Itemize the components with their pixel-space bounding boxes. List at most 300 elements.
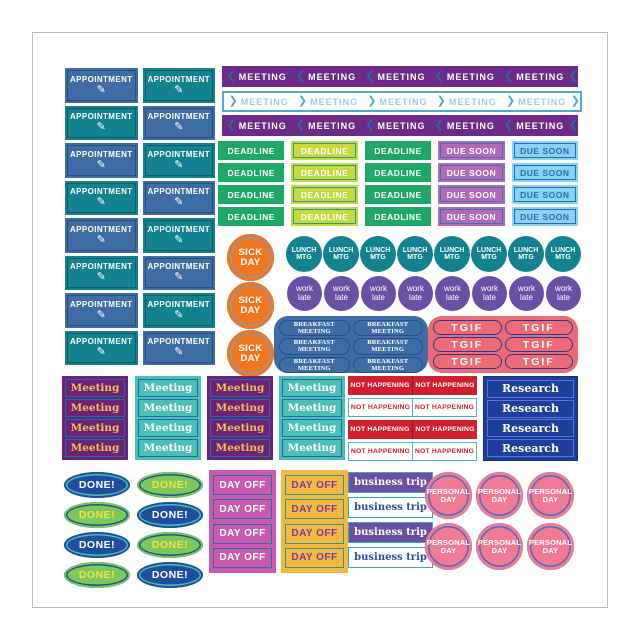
personal-day-line1: PERSONAL xyxy=(477,537,522,547)
pencil-icon: ✎ xyxy=(96,158,106,171)
breakfast-meeting-sticker xyxy=(279,338,350,354)
tgif-label: TGIF xyxy=(451,338,484,351)
not-happening-sticker: NOT HAPPENING xyxy=(350,382,410,389)
breakfast-meeting-line1: BREAKFAST xyxy=(293,357,335,365)
day-off-sticker xyxy=(213,548,272,568)
meeting-sticker xyxy=(138,419,198,437)
day-off-sticker xyxy=(213,475,272,495)
work-late-row xyxy=(287,276,581,311)
work-late-line1: work xyxy=(333,284,350,294)
deadline-label: DEADLINE xyxy=(300,211,349,222)
business-trip-label: business trip xyxy=(354,527,427,538)
appointment-label: APPOINTMENT xyxy=(147,112,211,122)
work-late-sticker xyxy=(546,276,581,311)
breakfast-meeting-line2: MEETING xyxy=(371,364,405,372)
business-trip-sticker xyxy=(348,547,433,568)
meeting-sticker xyxy=(282,439,342,457)
breakfast-meeting-line2: MEETING xyxy=(297,328,331,336)
tgif-sticker xyxy=(433,354,502,369)
due-soon-label: DUE SOON xyxy=(520,211,570,222)
appointment-sticker xyxy=(65,106,138,141)
work-late-line2: late xyxy=(335,292,348,302)
day-off-label: DAY OFF xyxy=(219,479,266,491)
done-grid xyxy=(64,472,203,588)
meeting-banner-segment xyxy=(222,120,291,131)
meeting-banner-segment xyxy=(363,96,432,107)
chevron-left-icon: ❮ xyxy=(504,70,514,82)
lunch-mtg-line1: LUNCH xyxy=(291,246,317,254)
research-label: Research xyxy=(502,421,559,435)
personal-day-line2: DAY xyxy=(542,545,559,555)
chevron-left-icon: ❮ xyxy=(365,119,375,131)
due-soon-sticker xyxy=(438,207,504,226)
work-late-sticker xyxy=(398,276,433,311)
sick-day-line1: SICK xyxy=(238,246,263,258)
meeting-banner-label: MEETING xyxy=(518,96,567,107)
sick-day-line1: SICK xyxy=(238,294,263,306)
meeting-banner-label: MEETING xyxy=(377,71,426,82)
done-sticker xyxy=(64,472,130,498)
breakfast-meeting-sticker xyxy=(353,320,424,336)
pencil-icon: ✎ xyxy=(174,121,184,134)
meeting-banner-label: MEETING xyxy=(310,96,359,107)
deadline-sticker xyxy=(291,163,357,182)
pencil-icon: ✎ xyxy=(174,346,184,359)
personal-day-sticker xyxy=(476,523,523,570)
breakfast-meeting-line1: BREAKFAST xyxy=(367,357,409,365)
done-sticker xyxy=(64,562,130,588)
tgif-label: TGIF xyxy=(522,338,555,351)
lunch-mtg-sticker xyxy=(286,236,322,272)
done-sticker xyxy=(64,532,130,558)
sick-day-sticker xyxy=(227,282,274,329)
pencil-icon: ✎ xyxy=(174,196,184,209)
tgif-sticker xyxy=(505,354,574,369)
deadline-sticker xyxy=(291,185,357,204)
meeting-label: Meeting xyxy=(215,422,265,434)
deadline-sticker xyxy=(218,207,284,226)
meeting-banner-outline xyxy=(222,91,582,112)
breakfast-meeting-line2: MEETING xyxy=(297,346,331,354)
work-late-sticker xyxy=(472,276,507,311)
research-sticker xyxy=(487,380,574,398)
meeting-banner-segment xyxy=(291,120,360,131)
deadline-label: DEADLINE xyxy=(374,167,422,178)
deadline-sticker xyxy=(291,207,357,226)
day-off-column-orange xyxy=(281,470,348,573)
work-late-sticker xyxy=(287,276,322,311)
appointment-sticker xyxy=(143,256,216,291)
meeting-column-purple-1 xyxy=(62,376,128,460)
lunch-mtg-sticker xyxy=(508,236,544,272)
personal-day-line1: PERSONAL xyxy=(426,486,471,496)
deadline-label: DEADLINE xyxy=(300,145,349,156)
deadline-label: DEADLINE xyxy=(227,189,275,200)
lunch-mtg-line1: LUNCH xyxy=(328,246,354,254)
personal-day-sticker xyxy=(425,472,472,519)
breakfast-meeting-line1: BREAKFAST xyxy=(293,321,335,328)
deadline-label: DEADLINE xyxy=(227,167,275,178)
meeting-sticker xyxy=(210,439,270,457)
pencil-icon: ✎ xyxy=(96,233,106,246)
appointment-label: APPOINTMENT xyxy=(69,187,133,197)
appointment-label: APPOINTMENT xyxy=(147,224,211,234)
meeting-banner-segment xyxy=(361,120,430,131)
not-happening-sticker: NOT HAPPENING xyxy=(412,376,477,395)
deadline-sticker xyxy=(365,163,431,182)
appointment-label: APPOINTMENT xyxy=(147,149,211,159)
tgif-label: TGIF xyxy=(522,355,555,368)
done-label: DONE! xyxy=(151,479,189,491)
meeting-sticker xyxy=(65,419,125,437)
meeting-label: Meeting xyxy=(215,382,265,394)
business-trip-label: business trip xyxy=(354,552,427,563)
work-late-line2: late xyxy=(483,292,496,302)
meeting-banner-segment xyxy=(293,96,362,107)
not-happening-block xyxy=(348,376,477,461)
done-label: DONE! xyxy=(78,509,116,521)
research-sticker xyxy=(487,400,574,418)
personal-day-sticker xyxy=(425,523,472,570)
lunch-mtg-line2: MTG xyxy=(407,254,423,261)
breakfast-meeting-line1: BREAKFAST xyxy=(367,321,409,328)
work-late-line1: work xyxy=(296,284,313,294)
meeting-label: Meeting xyxy=(70,382,120,394)
chevron-left-icon: ❮ xyxy=(295,70,306,82)
day-off-sticker xyxy=(285,524,344,544)
personal-day-line2: DAY xyxy=(440,494,457,504)
breakfast-meeting-sticker xyxy=(353,338,424,354)
appointment-label: APPOINTMENT xyxy=(147,187,211,197)
pencil-icon: ✎ xyxy=(96,271,106,284)
not-happening-sticker: NOT HAPPENING xyxy=(412,443,476,460)
appointment-sticker xyxy=(65,181,138,216)
lunch-mtg-line2: MTG xyxy=(481,254,497,261)
sick-day-sticker xyxy=(227,234,274,281)
not-happening-sticker: NOT HAPPENING xyxy=(350,426,410,433)
deadline-sticker xyxy=(218,163,284,182)
appointment-sticker xyxy=(143,293,216,328)
lunch-mtg-line1: LUNCH xyxy=(513,246,539,254)
meeting-banner-label: MEETING xyxy=(240,96,289,107)
sick-day-column xyxy=(227,234,274,377)
chevron-left-icon: ❮ xyxy=(568,119,578,131)
meeting-sticker xyxy=(282,399,342,417)
day-off-label: DAY OFF xyxy=(219,528,266,540)
deadline-label: DEADLINE xyxy=(227,211,275,222)
done-sticker xyxy=(137,562,203,588)
lunch-mtg-line2: MTG xyxy=(555,254,571,261)
meeting-banner-label: MEETING xyxy=(379,96,428,107)
personal-day-line2: DAY xyxy=(491,545,508,555)
lunch-mtg-line2: MTG xyxy=(444,254,460,261)
chevron-left-icon: ❮ xyxy=(568,70,578,82)
work-late-line1: work xyxy=(407,284,424,294)
lunch-mtg-line2: MTG xyxy=(296,254,312,261)
meeting-banner-segment xyxy=(430,71,499,82)
breakfast-meeting-sticker xyxy=(279,357,350,373)
pencil-icon: ✎ xyxy=(96,83,106,96)
deadline-label: DEADLINE xyxy=(300,167,349,178)
meeting-label: Meeting xyxy=(287,442,337,454)
day-off-sticker xyxy=(285,475,344,495)
pencil-icon: ✎ xyxy=(96,196,106,209)
work-late-line1: work xyxy=(370,284,387,294)
due-soon-label: DUE SOON xyxy=(446,211,497,222)
meeting-banner-segment xyxy=(430,120,499,131)
breakfast-meeting-line2: MEETING xyxy=(297,364,331,372)
done-sticker xyxy=(137,532,203,558)
chevron-left-icon: ❮ xyxy=(226,119,236,131)
appointment-label: APPOINTMENT xyxy=(147,337,211,347)
lunch-mtg-line1: LUNCH xyxy=(365,246,391,254)
meeting-label: Meeting xyxy=(70,402,120,414)
work-late-sticker xyxy=(324,276,359,311)
not-happening-row xyxy=(348,442,477,461)
day-off-label: DAY OFF xyxy=(291,479,338,491)
due-soon-label: DUE SOON xyxy=(520,189,570,200)
lunch-mtg-line1: LUNCH xyxy=(402,246,428,254)
chevron-left-icon: ❮ xyxy=(226,70,236,82)
meeting-label: Meeting xyxy=(215,442,265,454)
pencil-icon: ✎ xyxy=(96,121,106,134)
not-happening-row xyxy=(348,420,477,439)
done-sticker xyxy=(137,472,203,498)
meeting-banner-label: MEETING xyxy=(516,71,565,82)
breakfast-meeting-block xyxy=(274,316,428,373)
day-off-label: DAY OFF xyxy=(291,503,338,515)
meeting-banner-segment xyxy=(499,71,568,82)
day-off-sticker xyxy=(213,499,272,519)
tgif-label: TGIF xyxy=(451,355,484,368)
due-soon-label: DUE SOON xyxy=(446,145,497,156)
deadline-row xyxy=(218,163,578,182)
due-soon-sticker xyxy=(438,163,504,182)
lunch-mtg-row xyxy=(286,236,581,272)
due-soon-sticker xyxy=(512,185,578,204)
appointment-sticker xyxy=(143,181,216,216)
lunch-mtg-line2: MTG xyxy=(370,254,386,261)
appointment-sticker xyxy=(143,218,216,253)
work-late-sticker xyxy=(509,276,544,311)
deadline-sticker xyxy=(218,141,284,160)
pencil-icon: ✎ xyxy=(174,271,184,284)
sick-day-line2: DAY xyxy=(240,304,261,316)
breakfast-meeting-line1: BREAKFAST xyxy=(367,339,409,347)
personal-day-line1: PERSONAL xyxy=(528,537,573,547)
done-label: DONE! xyxy=(151,539,189,551)
meeting-banner-segments xyxy=(222,120,569,131)
meeting-label: Meeting xyxy=(287,402,337,414)
deadline-label: DEADLINE xyxy=(374,145,422,156)
meeting-banner-segment xyxy=(291,71,360,82)
lunch-mtg-sticker xyxy=(360,236,396,272)
deadline-row xyxy=(218,185,578,204)
business-trip-label: business trip xyxy=(354,477,427,488)
not-happening-sticker: NOT HAPPENING xyxy=(412,420,477,439)
personal-day-sticker xyxy=(476,472,523,519)
done-label: DONE! xyxy=(151,509,189,521)
meeting-sticker xyxy=(210,379,270,397)
business-trip-sticker xyxy=(348,472,433,493)
breakfast-meeting-line2: MEETING xyxy=(371,328,405,336)
pencil-icon: ✎ xyxy=(174,83,184,96)
appointment-sticker xyxy=(65,293,138,328)
meeting-sticker xyxy=(282,379,342,397)
day-off-sticker xyxy=(285,548,344,568)
due-soon-sticker xyxy=(512,141,578,160)
research-sticker xyxy=(487,419,574,437)
appointment-sticker xyxy=(65,331,138,366)
personal-day-line2: DAY xyxy=(491,494,508,504)
meeting-banner-segments xyxy=(222,71,569,82)
chevron-right-icon: ❯ xyxy=(297,95,308,107)
meeting-banner-label: MEETING xyxy=(238,71,287,82)
work-late-line1: work xyxy=(444,284,461,294)
tgif-sticker xyxy=(433,337,502,352)
breakfast-meeting-line1: BREAKFAST xyxy=(293,339,335,347)
done-label: DONE! xyxy=(151,569,189,581)
appointment-sticker xyxy=(65,143,138,178)
deadline-label: DEADLINE xyxy=(300,189,349,200)
meeting-banner-segment xyxy=(432,96,501,107)
appointment-sticker xyxy=(65,68,138,103)
meeting-banner-label: MEETING xyxy=(516,120,565,131)
lunch-mtg-line1: LUNCH xyxy=(476,246,502,254)
day-off-sticker xyxy=(285,499,344,519)
research-block xyxy=(483,376,578,461)
research-label: Research xyxy=(502,382,559,396)
meeting-label: Meeting xyxy=(143,422,193,434)
meeting-label: Meeting xyxy=(143,402,193,414)
pencil-icon: ✎ xyxy=(174,158,184,171)
sick-day-sticker xyxy=(227,330,274,377)
deadline-sticker xyxy=(291,141,357,160)
chevron-left-icon: ❮ xyxy=(295,119,306,131)
meeting-sticker xyxy=(210,399,270,417)
lunch-mtg-line2: MTG xyxy=(518,254,534,261)
meeting-sticker xyxy=(65,439,125,457)
meeting-label: Meeting xyxy=(287,422,337,434)
deadline-sticker xyxy=(365,141,431,160)
appointment-sticker xyxy=(65,256,138,291)
research-label: Research xyxy=(502,402,559,416)
deadline-row xyxy=(218,207,578,226)
meeting-banner-segment xyxy=(499,120,568,131)
chevron-left-icon: ❮ xyxy=(504,119,514,131)
personal-day-line2: DAY xyxy=(440,545,457,555)
meeting-label: Meeting xyxy=(70,422,120,434)
due-soon-sticker xyxy=(512,163,578,182)
due-soon-label: DUE SOON xyxy=(446,189,497,200)
meeting-banner-label: MEETING xyxy=(446,71,495,82)
meeting-banner-label: MEETING xyxy=(238,120,287,131)
business-trip-label: business trip xyxy=(354,502,427,513)
personal-day-sticker xyxy=(527,472,574,519)
done-sticker xyxy=(64,502,130,528)
lunch-mtg-sticker xyxy=(471,236,507,272)
tgif-sticker xyxy=(505,320,574,335)
appointment-label: APPOINTMENT xyxy=(147,74,211,84)
chevron-left-icon: ❮ xyxy=(434,70,444,82)
appointment-label: APPOINTMENT xyxy=(69,112,133,122)
research-label: Research xyxy=(502,441,559,455)
meeting-sticker xyxy=(138,399,198,417)
lunch-mtg-sticker xyxy=(545,236,581,272)
business-trip-sticker xyxy=(348,522,433,543)
work-late-line2: late xyxy=(557,292,570,302)
business-trip-column xyxy=(348,472,433,568)
meeting-label: Meeting xyxy=(143,382,193,394)
work-late-sticker xyxy=(435,276,470,311)
personal-day-grid xyxy=(425,472,574,570)
personal-day-line1: PERSONAL xyxy=(528,486,573,496)
meeting-banner-label: MEETING xyxy=(448,96,497,107)
deadline-row xyxy=(218,141,578,160)
lunch-mtg-sticker xyxy=(323,236,359,272)
chevron-right-icon: ❯ xyxy=(228,95,238,107)
day-off-label: DAY OFF xyxy=(219,552,266,564)
appointment-sticker-grid xyxy=(65,68,215,365)
chevron-left-icon: ❮ xyxy=(434,119,444,131)
appointment-label: APPOINTMENT xyxy=(69,224,133,234)
meeting-label: Meeting xyxy=(215,402,265,414)
pencil-icon: ✎ xyxy=(174,233,184,246)
chevron-right-icon: ❯ xyxy=(367,95,377,107)
meeting-column-purple-2 xyxy=(207,376,273,460)
meeting-banner-label: MEETING xyxy=(308,120,357,131)
meeting-banner-segment xyxy=(222,71,291,82)
meeting-sticker xyxy=(65,399,125,417)
meeting-banner-purple-2 xyxy=(222,115,578,136)
business-trip-sticker xyxy=(348,497,433,518)
not-happening-row xyxy=(348,376,477,395)
day-off-label: DAY OFF xyxy=(291,552,338,564)
tgif-sticker xyxy=(505,337,574,352)
meeting-sticker xyxy=(210,419,270,437)
personal-day-sticker xyxy=(527,523,574,570)
meeting-banner-purple-1 xyxy=(222,66,578,87)
work-late-line2: late xyxy=(446,292,459,302)
appointment-sticker xyxy=(143,331,216,366)
appointment-sticker xyxy=(143,106,216,141)
tgif-label: TGIF xyxy=(451,321,484,334)
day-off-label: DAY OFF xyxy=(219,503,266,515)
appointment-sticker xyxy=(65,218,138,253)
not-happening-row xyxy=(348,398,477,417)
due-soon-sticker xyxy=(438,185,504,204)
appointment-label: APPOINTMENT xyxy=(69,337,133,347)
tgif-block xyxy=(428,316,578,373)
deadline-sticker xyxy=(218,185,284,204)
sick-day-line2: DAY xyxy=(240,256,261,268)
work-late-line2: late xyxy=(372,292,385,302)
appointment-label: APPOINTMENT xyxy=(147,262,211,272)
sick-day-line2: DAY xyxy=(240,352,261,364)
deadline-label: DEADLINE xyxy=(227,145,275,156)
meeting-label: Meeting xyxy=(143,442,193,454)
appointment-sticker xyxy=(143,143,216,178)
tgif-sticker xyxy=(433,320,502,335)
work-late-line1: work xyxy=(518,284,535,294)
work-late-sticker xyxy=(361,276,396,311)
meeting-label: Meeting xyxy=(287,382,337,394)
not-happening-sticker: NOT HAPPENING xyxy=(350,404,411,411)
meeting-sticker xyxy=(138,379,198,397)
day-off-label: DAY OFF xyxy=(291,528,338,540)
done-sticker xyxy=(137,502,203,528)
breakfast-meeting-sticker xyxy=(353,357,424,373)
